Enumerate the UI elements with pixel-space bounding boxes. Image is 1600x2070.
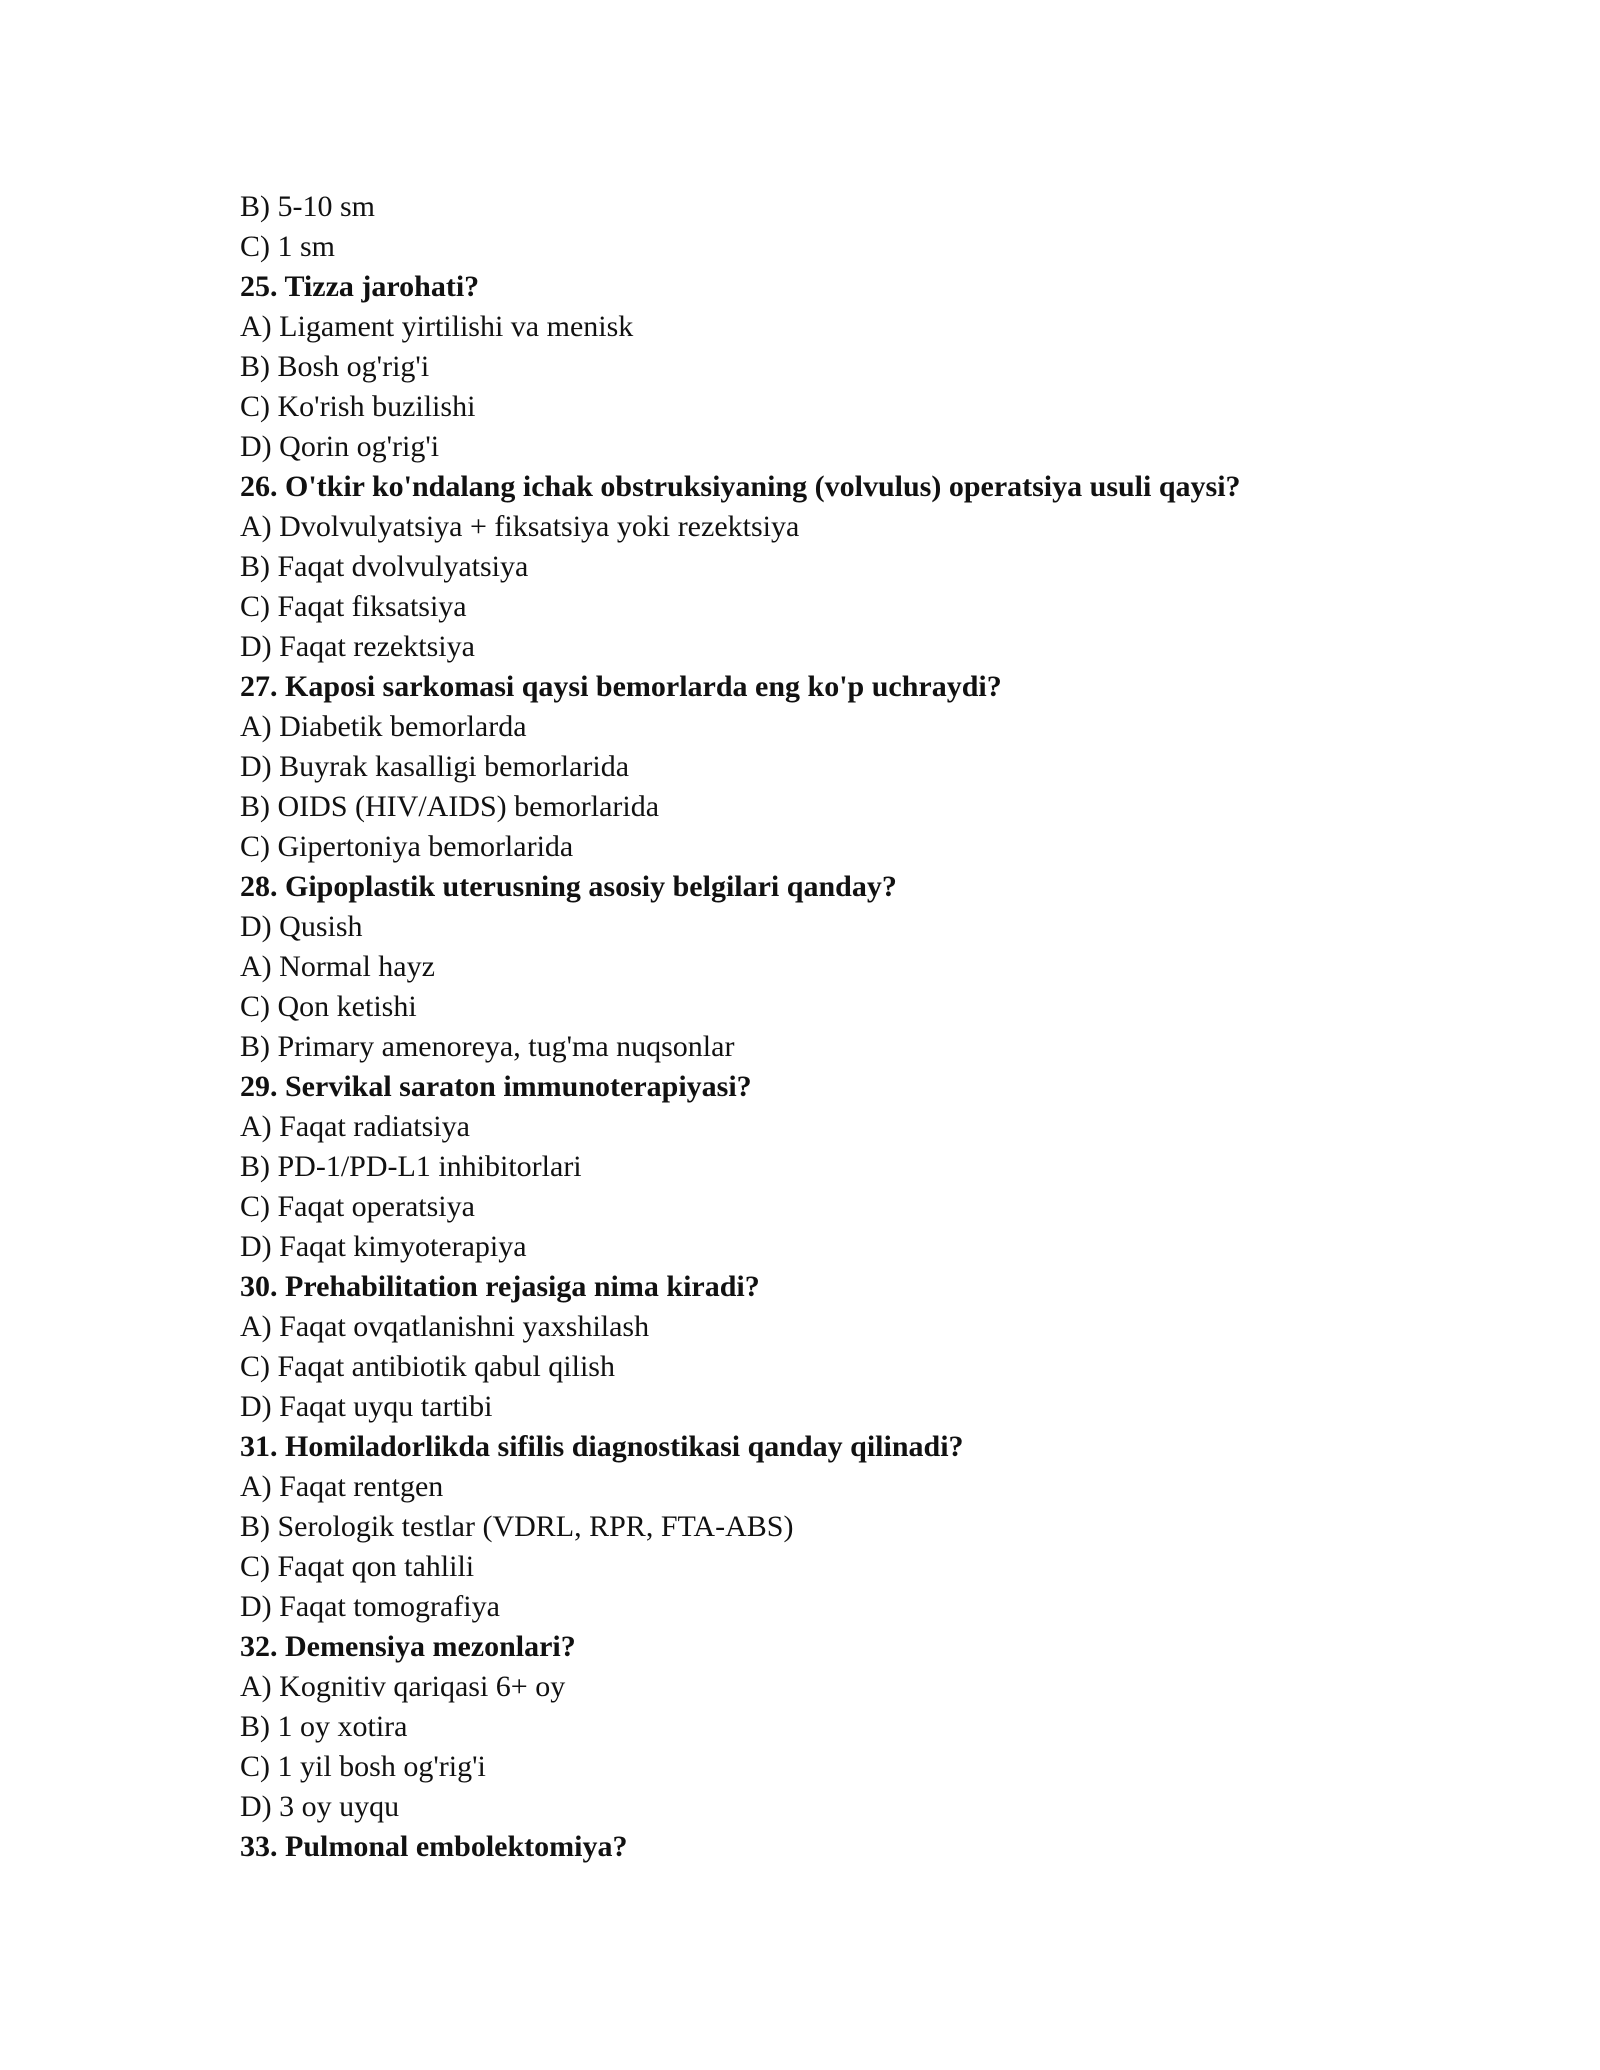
answer-option: A) Diabetik bemorlarda [240,710,527,743]
answer-option: D) Faqat rezektsiya [240,630,475,663]
answer-option: C) Qon ketishi [240,990,417,1023]
answer-option: D) Qusish [240,910,363,943]
answer-option: A) Kognitiv qariqasi 6+ oy [240,1670,566,1703]
question-heading: 32. Demensiya mezonlari? [240,1630,576,1663]
answer-option: C) 1 sm [240,230,336,263]
answer-option: B) Primary amenoreya, tug'ma nuqsonlar [240,1030,735,1063]
answer-option: C) Faqat fiksatsiya [240,590,467,623]
document-page [240,187,1400,1867]
question-heading: 30. Prehabilitation rejasiga nima kiradi? [240,1270,760,1303]
answer-option: B) Faqat dvolvulyatsiya [240,550,529,583]
answer-option: D) Faqat kimyoterapiya [240,1230,527,1263]
question-heading: 31. Homiladorlikda sifilis diagnostikasi qanday qilinadi? [240,1430,964,1463]
answer-option: A) Ligament yirtilishi va menisk [240,310,634,343]
question-heading: 28. Gipoplastik uterusning asosiy belgilari qanday? [240,870,897,903]
answer-option: C) Ko'rish buzilishi [240,390,476,423]
answer-option: B) PD-1/PD-L1 inhibitorlari [240,1150,582,1183]
question-heading: 25. Tizza jarohati? [240,270,480,303]
answer-option: A) Dvolvulyatsiya + fiksatsiya yoki rezektsiya [240,510,800,543]
answer-option: B) Bosh og'rig'i [240,350,430,383]
answer-option: C) Faqat qon tahlili [240,1550,475,1583]
answer-option: D) Faqat uyqu tartibi [240,1390,493,1423]
answer-option: D) 3 oy uyqu [240,1790,400,1823]
question-heading: 27. Kaposi sarkomasi qaysi bemorlarda eng ko'p uchraydi? [240,670,1002,703]
answer-option: D) Buyrak kasalligi bemorlarida [240,750,630,783]
answer-option: A) Normal hayz [240,950,435,983]
answer-option: D) Qorin og'rig'i [240,430,440,463]
question-heading: 26. O'tkir ko'ndalang ichak obstruksiyaning (volvulus) operatsiya usuli qaysi? [240,470,1241,503]
answer-option: A) Faqat ovqatlanishni yaxshilash [240,1310,650,1343]
answer-option: B) 5-10 sm [240,190,375,223]
answer-option: D) Faqat tomografiya [240,1590,500,1623]
answer-option: C) Gipertoniya bemorlarida [240,830,574,863]
answer-option: C) 1 yil bosh og'rig'i [240,1750,486,1783]
answer-option: C) Faqat antibiotik qabul qilish [240,1350,615,1383]
answer-option: C) Faqat operatsiya [240,1190,475,1223]
question-heading: 29. Servikal saraton immunoterapiyasi? [240,1070,752,1103]
answer-option: A) Faqat radiatsiya [240,1110,470,1143]
question-heading: 33. Pulmonal embolektomiya? [240,1830,628,1863]
answer-option: B) OIDS (HIV/AIDS) bemorlarida [240,790,660,823]
answer-option: B) 1 oy xotira [240,1710,408,1743]
answer-option: B) Serologik testlar (VDRL, RPR, FTA-ABS) [240,1510,794,1543]
answer-option: A) Faqat rentgen [240,1470,444,1503]
